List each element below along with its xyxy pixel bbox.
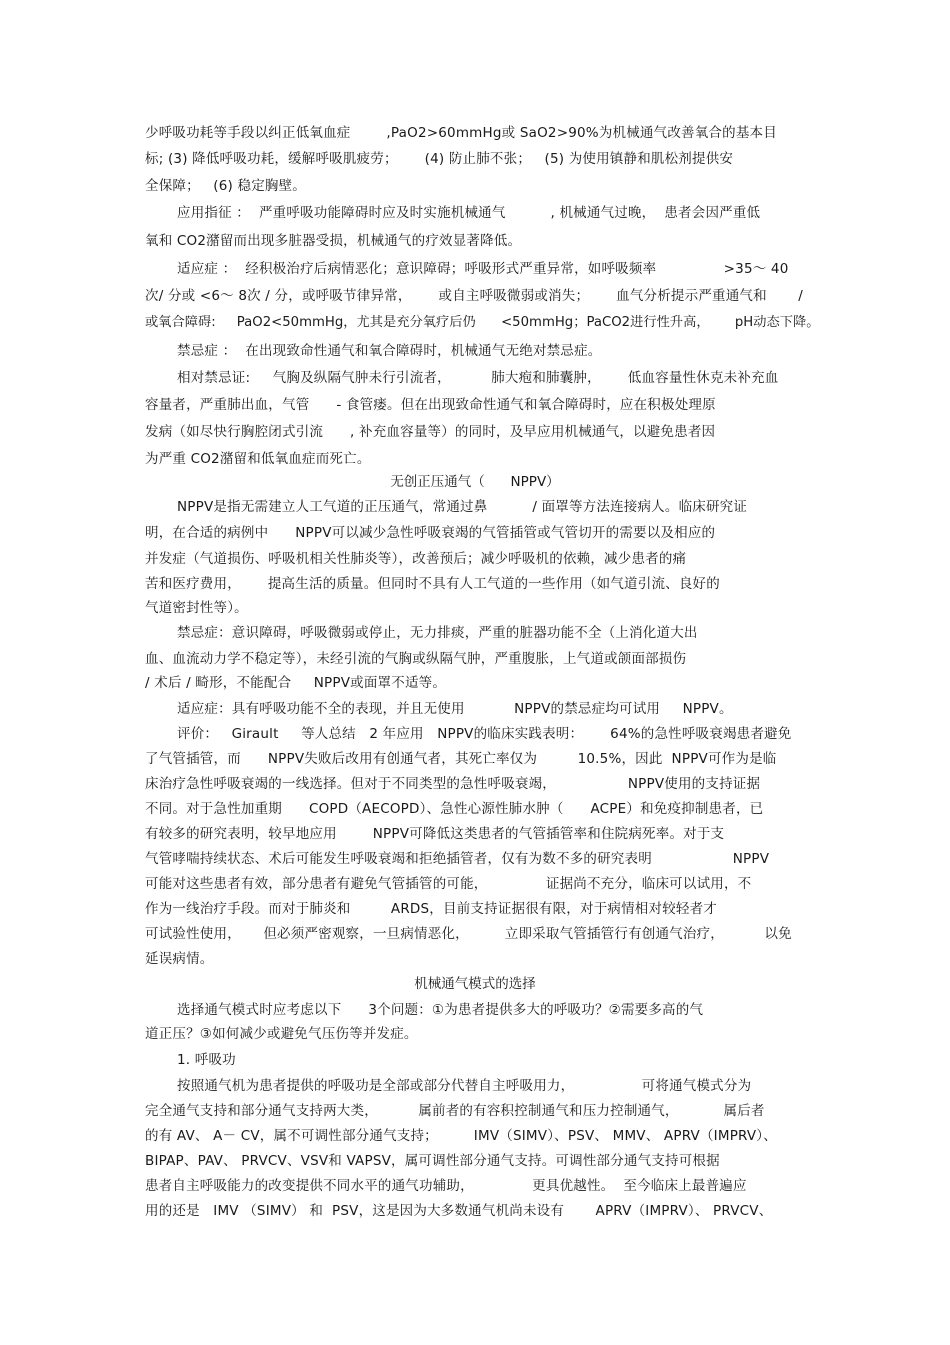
text-line: 床治疗急性呼吸衰竭的一线选择。但对于不同类型的急性呼吸衰竭， NPPV使用的支持证据 [145, 776, 761, 792]
text-line: 可能对这些患者有效，部分患者有避免气管插管的可能， 证据尚不充分，临床可以试用，不 [145, 876, 752, 892]
text-line: 道正压？③如何减少或避免气压伤等并发症。 [145, 1026, 418, 1042]
text-line: 可试验性使用， 但必须严密观察，一旦病情恶化， 立即采取气管插管行有创通气治疗， 以免 [145, 926, 792, 942]
text-line: 气道密封性等）。 [145, 600, 248, 616]
text-line: 标; (3) 降低呼吸功耗，缓解呼吸肌疲劳； (4) 防止肺不张； (5) 为使用镇静和肌松剂提供安 [145, 151, 734, 167]
text-line: 明，在合适的病例中 NPPV可以减少急性呼吸衰竭的气管插管或气管切开的需要以及相应的 [145, 525, 716, 541]
text-line: 完全通气支持和部分通气支持两大类， 属前者的有容积控制通气和压力控制通气， 属后者 [145, 1103, 765, 1119]
paragraph-first-line: 选择通气模式时应考虑以下 3个问题：①为患者提供多大的呼吸功？②需要多高的气 [177, 1002, 704, 1018]
text-line: 为严重 CO2潴留和低氧血症而死亡。 [145, 451, 371, 467]
section-heading: 无创正压通气（ NPPV） [390, 474, 560, 490]
paragraph-first-line: 评价： Girault 等人总结 2 年应用 NPPV的临床实践表明： 64%的急性呼吸衰竭患者避免 [177, 726, 792, 742]
text-line: 作为一线治疗手段。而对于肺炎和 ARDS，目前支持证据很有限，对于病情相对较轻者才 [145, 901, 717, 917]
text-line: 氧和 CO2潴留而出现多脏器受损，机械通气的疗效显著降低。 [145, 233, 522, 249]
text-line: 全保障； (6) 稳定胸壁。 [145, 178, 306, 194]
text-line: / 术后 / 畸形，不能配合 NPPV或面罩不适等。 [145, 675, 447, 691]
subheading: 1. 呼吸功 [177, 1052, 236, 1068]
text-line: 延误病情。 [145, 951, 214, 967]
paragraph-first-line: 应用指征 ： 严重呼吸功能障碍时应及时实施机械通气 , 机械通气过晚， 患者会因严重低 [177, 205, 761, 221]
text-line: 用的还是 IMV （SIMV） 和 PSV，这是因为大多数通气机尚未设有 APRV（IMPRV）、 PRVCV、 [145, 1203, 773, 1219]
text-line: 次/ 分或 <6～ 8次 / 分，或呼吸节律异常， 或自主呼吸微弱或消失； 血气分析提示严重通气和 / [145, 288, 804, 304]
paragraph-first-line: 适应症 ： 经积极治疗后病情恶化；意识障碍；呼吸形式严重异常，如呼吸频率 >35～ 40 [177, 261, 789, 277]
paragraph-first-line: 禁忌症 ： 在出现致命性通气和氧合障碍时，机械通气无绝对禁忌症。 [177, 343, 602, 359]
text-line: 少呼吸功耗等手段以纠正低氧血症 ,PaO2>60mmHg或 SaO2>90%为机械通气改善氧合的基本目 [145, 125, 777, 141]
paragraph-first-line: NPPV是指无需建立人工气道的正压通气，常通过鼻 / 面罩等方法连接病人。临床研究证 [177, 499, 748, 515]
text-line: 不同。对于急性加重期 COPD（AECOPD）、急性心源性肺水肿（ ACPE）和免疫抑制患者，已 [145, 801, 764, 817]
text-line: 发病（如尽快行胸腔闭式引流 , 补充血容量等）的同时，及早应用机械通气，以避免患者因 [145, 424, 716, 440]
paragraph-first-line: 按照通气机为患者提供的呼吸功是全部或部分代替自主呼吸用力， 可将通气模式分为 [177, 1078, 752, 1094]
text-line: 的有 AV、 A－ CV，属不可调性部分通气支持； IMV（SIMV）、PSV、 MMV、 APRV（IMPRV）、 [145, 1128, 777, 1144]
paragraph-first-line: 适应症：具有呼吸功能不全的表现，并且无使用 NPPV的禁忌症均可试用 NPPV。 [177, 701, 733, 717]
text-line: 或氧合障碍: PaO2<50mmHg，尤其是充分氧疗后仍 <50mmHg；PaCO2进行性升高， pH动态下降。 [145, 315, 820, 330]
text-line: 有较多的研究表明，较早地应用 NPPV可降低这类患者的气管插管率和住院病死率。对于支 [145, 826, 725, 842]
text-line: 并发症（气道损伤、呼吸机相关性肺炎等），改善预后；减少呼吸机的依赖，减少患者的痛 [145, 551, 687, 567]
text-line: BIPAP、PAV、 PRVCV、VSV和 VAPSV，属可调性部分通气支持。可调性部分通气支持可根据 [145, 1153, 720, 1169]
paragraph-first-line: 相对禁忌证: 气胸及纵隔气肿未行引流者， 肺大疱和肺囊肿， 低血容量性休克未补充血 [177, 370, 779, 386]
text-line: 气管哮喘持续状态、术后可能发生呼吸衰竭和拒绝插管者，仅有为数不多的研究表明 NPPV [145, 851, 770, 867]
text-line: 了气管插管，而 NPPV失败后改用有创通气者，其死亡率仅为 10.5%，因此 NPPV可作为是临 [145, 751, 777, 767]
text-line: 苦和医疗费用， 提高生活的质量。但同时不具有人工气道的一些作用（如气道引流、良好的 [145, 576, 720, 592]
section-heading: 机械通气模式的选择 [414, 976, 536, 992]
text-line: 患者自主呼吸能力的改变提供不同水平的通气功辅助， 更具优越性。 至今临床上最普遍应 [145, 1178, 747, 1194]
text-line: 血、血流动力学不稳定等），未经引流的气胸或纵隔气肿，严重腹胀，上气道或颌面部损伤 [145, 651, 687, 667]
paragraph-first-line: 禁忌症：意识障碍，呼吸微弱或停止，无力排痰，严重的脏器功能不全（上消化道大出 [177, 625, 698, 641]
text-line: 容量者，严重肺出血，气管 - 食管瘘。但在出现致命性通气和氧合障碍时，应在积极处理原 [145, 397, 716, 413]
